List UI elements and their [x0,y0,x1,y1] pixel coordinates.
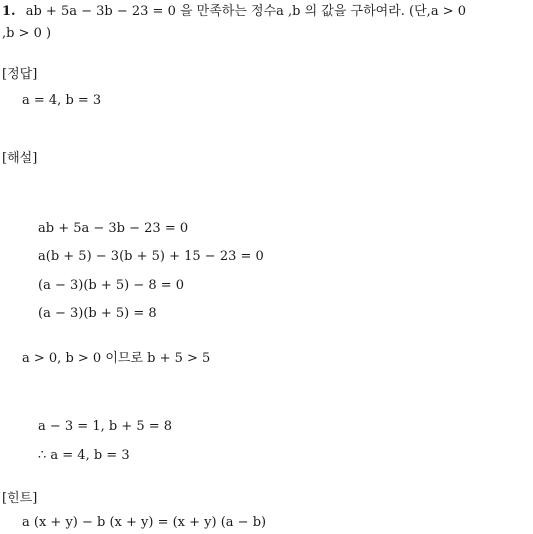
solution-step-1: ab + 5a − 3b − 23 = 0 [38,221,189,236]
solution-step-3: (a − 3)(b + 5) − 8 = 0 [38,278,185,293]
answer-value: a = 4, b = 3 [22,93,102,108]
problem-line-2: ,b > 0 ) [2,26,52,41]
solution-conclusion-1: a − 3 = 1, b + 5 = 8 [38,419,173,434]
answer-label: [정답] [2,67,38,82]
problem-text: ab + 5a − 3b − 23 = 0 을 만족하는 정수a ,b 의 값을 구하여라. (단,a > 0 [25,4,466,19]
hint-label: [힌트] [2,491,38,506]
solution-step-4: (a − 3)(b + 5) = 8 [38,306,157,321]
solution-note: a > 0, b > 0 이므로 b + 5 > 5 [22,351,211,366]
problem-number: 1. [2,4,16,19]
problem-line-1 [2,3,466,21]
solution-step-2: a(b + 5) − 3(b + 5) + 15 − 23 = 0 [38,249,264,264]
solution-label: [해설] [2,151,38,166]
solution-conclusion-2: ∴ a = 4, b = 3 [38,448,130,463]
hint-value: a (x + y) − b (x + y) = (x + y) (a − b) [22,515,267,530]
